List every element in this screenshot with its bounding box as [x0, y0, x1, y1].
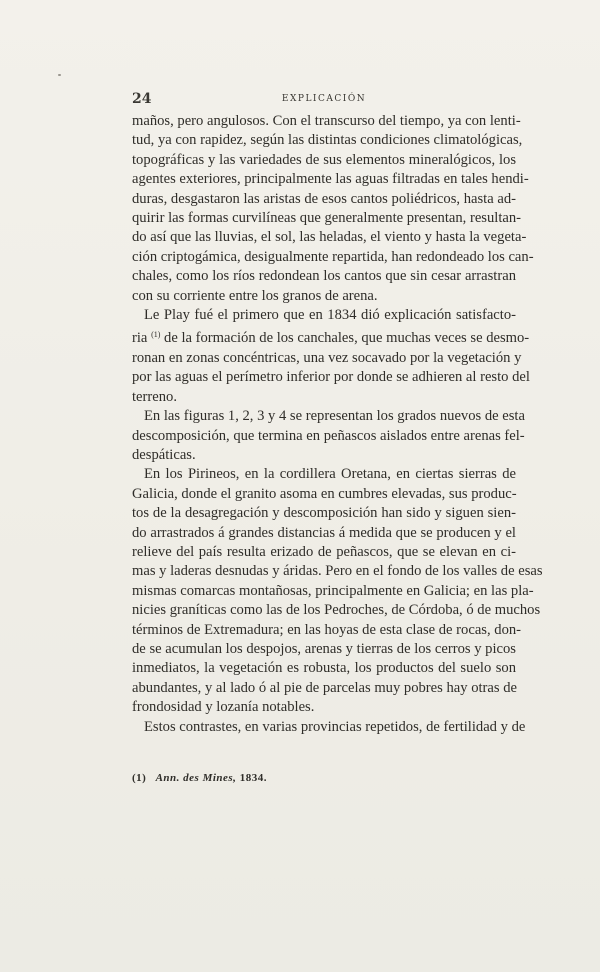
text-line: de se acumulan los despojos, arenas y tierras de los cerros y picos [132, 640, 516, 657]
text-line: mas y laderas desnudas y áridas. Pero en el fondo de los valles de esas [132, 563, 543, 580]
text-line: nicies graníticas como las de los Pedroches, de Córdoba, ó de muchos [132, 602, 541, 619]
body-text [132, 112, 543, 737]
text-line: agentes exteriores, principalmente las aguas filtradas en tales hendi- [132, 171, 529, 188]
text-line: topográficas y las variedades de sus elementos mineralógicos, los [132, 151, 516, 168]
text-line: duras, desgastaron las aristas de esos cantos poliédricos, hasta ad- [132, 190, 516, 207]
text-fragment: de la formación de los canchales, que muchas veces se desmo- [164, 330, 530, 347]
footnote-reference: (1) [151, 330, 161, 340]
paragraph-4 [132, 465, 543, 717]
text-line: tos de la desagregación y descomposición han sido y siguen sien- [132, 505, 516, 522]
footnote [132, 772, 516, 784]
text-line: despáticas. [132, 446, 196, 463]
text-line: términos de Extremadura; en las hoyas de esta clase de rocas, don- [132, 621, 522, 638]
paper-speck [58, 74, 61, 76]
text-line: relieve del país resulta erizado de peñascos, que se elevan en ci- [132, 543, 516, 560]
text-line: En las figuras 1, 2, 3 y 4 se representan los grados nuevos de esta [144, 408, 525, 425]
text-line: mismas comarcas montañosas, principalmente en Galicia; en las pla- [132, 582, 534, 599]
text-line: abundantes, y al lado ó al pie de parcelas muy pobres hay otras de [132, 679, 517, 696]
paragraph-5 [132, 718, 526, 737]
text-line: terreno. [132, 388, 177, 405]
paragraph-1 [132, 112, 534, 306]
text-line: por las aguas el perímetro inferior por donde se adhieren al resto del [132, 369, 530, 386]
text-line: do arrastrados á grandes distancias á medida que se producen y el [132, 524, 516, 541]
text-line: frondosidad y lozanía notables. [132, 699, 315, 716]
text-line: chales, como los ríos redondean los cantos que sin cesar arrastran [132, 268, 516, 285]
text-line: do así que las lluvias, el sol, las heladas, el viento y hasta la vegeta- [132, 229, 527, 246]
text-line: Galicia, donde el granito asoma en cumbres elevadas, sus produc- [132, 485, 517, 502]
text-line: maños, pero angulosos. Con el transcurso del tiempo, ya con lenti- [132, 113, 521, 129]
paragraph-3 [132, 407, 525, 465]
text-line: con su corriente entre los granos de arena. [132, 287, 378, 304]
footnote-marker: (1) [132, 772, 147, 784]
paragraph-2 [132, 306, 530, 407]
text-line: En los Pirineos, en la cordillera Oretana, en ciertas sierras de [144, 466, 516, 483]
running-head: EXPLICACIÓN [281, 94, 367, 104]
text-line: descomposición, que termina en peñascos aislados entre arenas fel- [132, 427, 525, 444]
text-line: inmediatos, la vegetación es robusta, los productos del suelo son [132, 660, 516, 677]
text-line: Le Play fué el primero que en 1834 dió explicación satisfacto- [144, 307, 516, 324]
page-header [132, 91, 516, 111]
text-line: quirir las formas curvilíneas que generalmente presentan, resultan- [132, 210, 522, 227]
text-line: ronan en zonas concéntricas, una vez socavado por la vegetación y [132, 349, 522, 366]
text-line-with-footnote-ref [132, 325, 530, 348]
page-number: 24 [132, 91, 152, 107]
text-line: ción criptogámica, desigualmente repartida, han redondeado los can- [132, 248, 534, 265]
footnote-source: Ann. des Mines, [155, 772, 237, 784]
footnote-year: 1834. [239, 772, 267, 784]
text-line: Estos contrastes, en varias provincias repetidos, de fertilidad y de [144, 718, 526, 735]
text-line: tud, ya con rapidez, según las distintas condiciones climatológicas, [132, 132, 523, 149]
text-fragment: ria [132, 330, 148, 347]
